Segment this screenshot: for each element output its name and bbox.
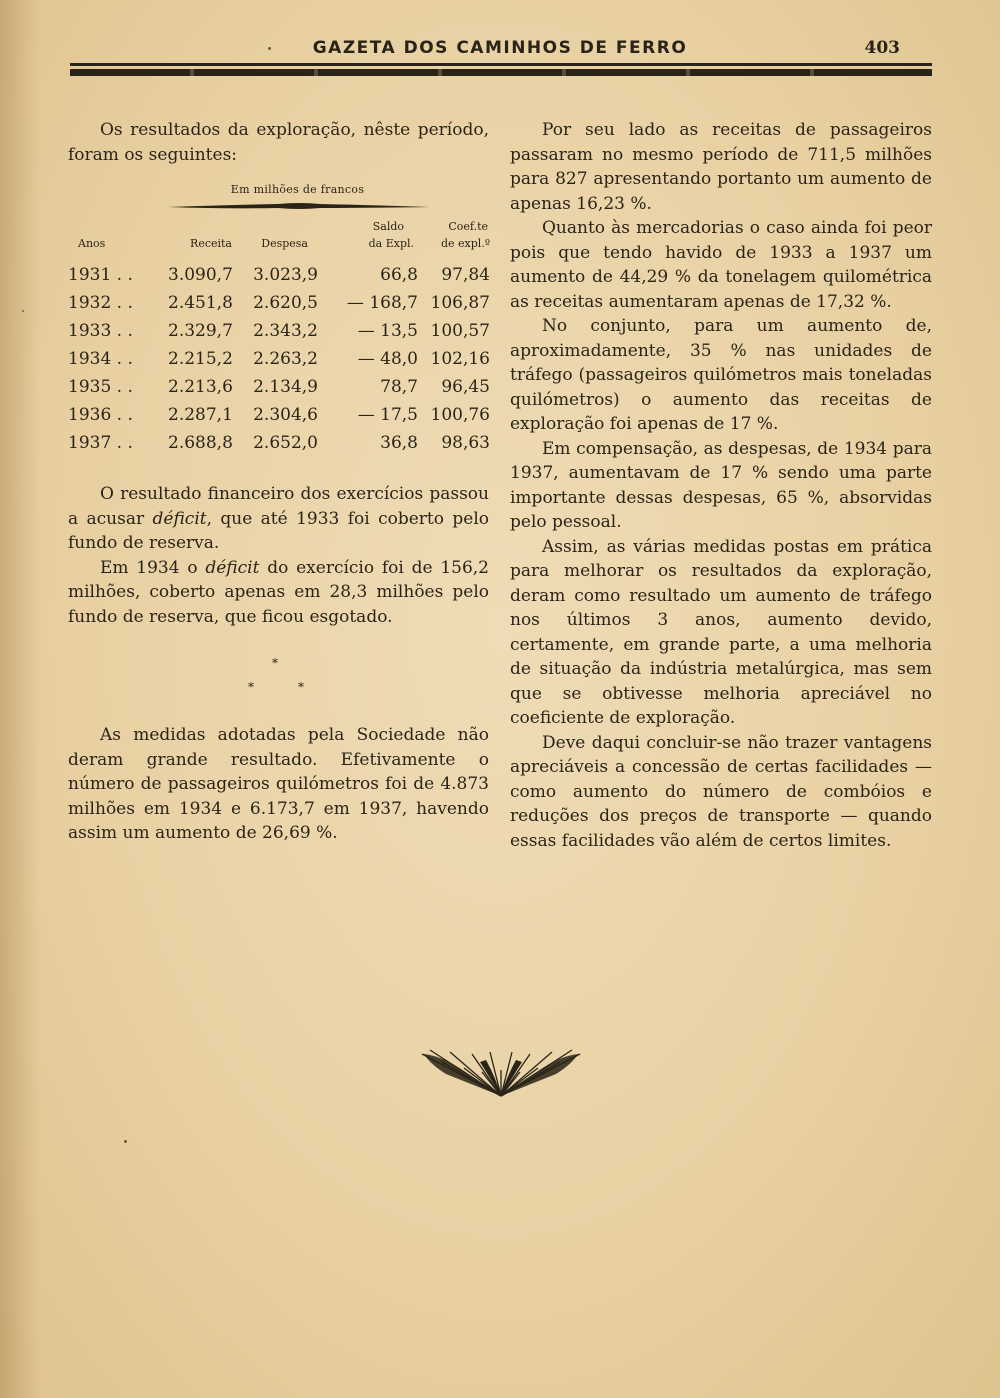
cell-saldo: — 48,0 [357, 349, 418, 369]
cell-ano: 1937 . . [68, 433, 133, 453]
left-column-medidas [68, 723, 489, 846]
header-coef-2: de expl.º [441, 237, 490, 250]
cell-receita: 2.287,1 [168, 405, 233, 425]
header-coef-1: Coef.te [448, 220, 488, 233]
cell-ano: 1932 . . [68, 293, 133, 313]
cell-saldo: — 17,5 [357, 405, 418, 425]
cell-despesa: 3.023,9 [253, 265, 318, 285]
header-saldo-2: da Expl. [368, 237, 414, 250]
cell-despesa: 2.263,2 [253, 349, 318, 369]
cell-coef: 100,76 [430, 405, 490, 425]
cell-receita: 2.215,2 [168, 349, 233, 369]
table-row [68, 265, 492, 293]
emphasis: déficit [205, 557, 260, 578]
cell-despesa: 2.134,9 [253, 377, 318, 397]
page-number: 403 [864, 38, 900, 58]
asterism [230, 656, 320, 696]
cell-receita: 2.451,8 [168, 293, 233, 313]
table-row [68, 377, 492, 405]
cell-ano: 1935 . . [68, 377, 133, 397]
paragraph-conjunto: No conjunto, para um aumento de, aproximadamente, 35 % nas unidades de tráfego (passageiros quilómetros mais toneladas quilómetros) o aumento das receitas de exploração foi apenas de 17 %. [510, 316, 932, 434]
cell-saldo: 66,8 [380, 265, 418, 285]
cell-coef: 98,63 [441, 433, 490, 453]
cell-coef: 106,87 [430, 293, 490, 313]
cell-coef: 97,84 [441, 265, 490, 285]
cell-receita: 2.329,7 [168, 321, 233, 341]
fan-ornament-icon [420, 1048, 582, 1100]
text: do exercício foi de 156,2 milhões, coberto apenas em 28,3 milhões pelo fundo de reserva, que ficou esgotado. [68, 557, 489, 627]
emphasis: déficit [152, 508, 207, 529]
table-body [68, 265, 492, 461]
table-row [68, 433, 492, 461]
cell-receita: 3.090,7 [168, 265, 233, 285]
text: , que até 1933 foi coberto pelo fundo de reserva. [68, 508, 489, 553]
left-column-intro [68, 118, 489, 167]
cell-ano: 1933 . . [68, 321, 133, 341]
cell-saldo: — 168,7 [346, 293, 418, 313]
paper-speck [22, 310, 24, 312]
cell-ano: 1931 . . [68, 265, 133, 285]
intro-paragraph: Os resultados da exploração, nêste período, foram os seguintes: [68, 120, 489, 165]
running-header-title: GAZETA DOS CAMINHOS DE FERRO [312, 38, 688, 58]
header-receita: Receita [190, 237, 232, 250]
paragraph-compensacao: Em compensação, as despesas, de 1934 para 1937, aumentavam de 17 % sendo uma parte importante dessas despesas, 65 %, absorvidas pelo pessoal. [510, 438, 932, 532]
table-row [68, 293, 492, 321]
cell-receita: 2.213,6 [168, 377, 233, 397]
header-saldo-1: Saldo [372, 220, 404, 233]
asterism-star: * [248, 680, 254, 694]
cell-coef: 96,45 [441, 377, 490, 397]
cell-saldo: 36,8 [380, 433, 418, 453]
text: O resultado financeiro dos exercícios passou a acusar [68, 484, 489, 529]
left-column-body [68, 482, 489, 629]
cell-coef: 102,16 [430, 349, 490, 369]
table-row [68, 405, 492, 433]
cell-despesa: 2.343,2 [253, 321, 318, 341]
asterism-star: * [298, 680, 304, 694]
cell-coef: 100,57 [430, 321, 490, 341]
header-rule-thick [70, 69, 932, 76]
cell-saldo: — 13,5 [357, 321, 418, 341]
paragraph-conclusao: Deve daqui concluir-se não trazer vantagens apreciáveis a concessão de certas facilidades — como aumento do número de combóios e reduções dos preços de transporte — quando essas facilidades vão além de certos limites. [510, 732, 932, 851]
text: Em 1934 o [100, 557, 206, 578]
paragraph-1934 [68, 556, 489, 630]
paper-speck [124, 1140, 127, 1143]
cell-ano: 1934 . . [68, 349, 133, 369]
paragraph-mercadorias: Quanto às mercadorias o caso ainda foi peor pois que tendo havido de 1933 a 1937 um aumento de 44,29 % da tonelagem quilométrica as receitas aumentaram apenas de 17,32 %. [510, 218, 932, 312]
paragraph-medidas: As medidas adotadas pela Sociedade não deram grande resultado. Efetivamente o número de passageiros quilómetros foi de 4.873 milhões em 1934 e 6.173,7 em 1937, havendo assim um aumento de 26,69 %. [68, 725, 489, 843]
table-caption: Em milhões de francos [230, 183, 365, 196]
paragraph-medidas-praticas: Assim, as várias medidas postas em prática para melhorar os resultados da exploração, deram como resultado um aumento de tráfego nos últimos 3 anos, aumento devido, certamente, em grande parte, a uma melhoria de situação da indústria metalúrgica, mas sem que se obtivesse melhoria apreciável no coeficiente de exploração. [510, 536, 932, 728]
cell-despesa: 2.304,6 [253, 405, 318, 425]
paragraph-passageiros: Por seu lado as receitas de passageiros passaram no mesmo período de 711,5 milhões para 827 apresentando portanto um aumento de apenas 16,23 %. [510, 120, 932, 214]
cell-despesa: 2.652,0 [253, 433, 318, 453]
table-row [68, 349, 492, 377]
asterism-star: * [272, 656, 278, 670]
table-header [68, 218, 492, 254]
table-row [68, 321, 492, 349]
cell-despesa: 2.620,5 [253, 293, 318, 313]
header-anos: Anos [78, 237, 106, 250]
cell-saldo: 78,7 [380, 377, 418, 397]
right-column [510, 118, 932, 853]
header-despesa: Despesa [261, 237, 308, 250]
paper-speck [268, 47, 271, 50]
paragraph-resultado [68, 482, 489, 556]
caption-ornament-rule [168, 200, 430, 212]
header-rule-thin [70, 63, 932, 66]
cell-ano: 1936 . . [68, 405, 133, 425]
cell-receita: 2.688,8 [168, 433, 233, 453]
